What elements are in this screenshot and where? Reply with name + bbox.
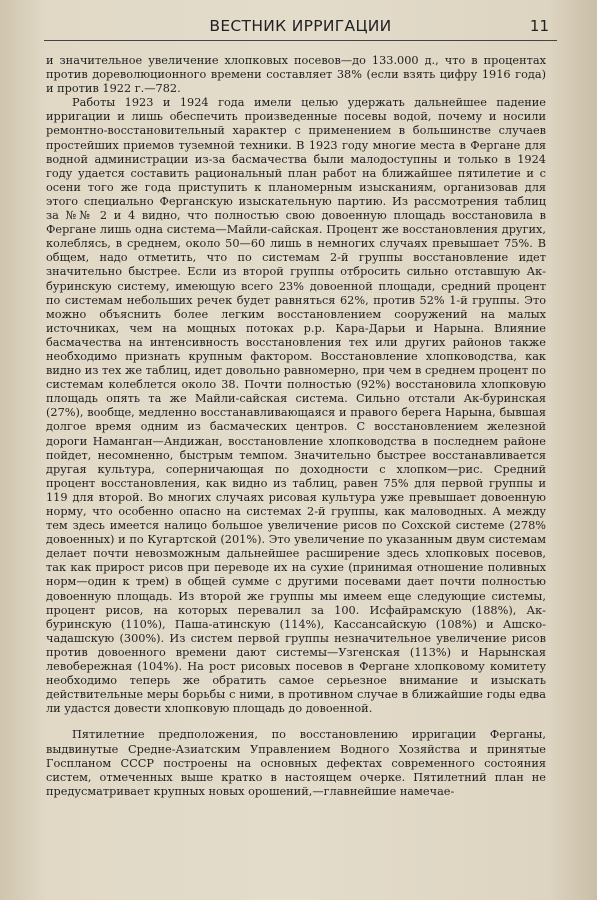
running-header xyxy=(44,14,557,41)
journal-title: ВЕСТНИК ИРРИГАЦИИ xyxy=(209,17,392,35)
paragraph-continuation: и значительное увеличение хлопковых посевов—до 133.000 д., что в процентах против дореволюционного времени составляет 38% (если взять цифру 1916 года) и против 1922 г.—782. xyxy=(46,54,546,96)
article-body xyxy=(46,54,546,799)
paragraph-works-1923-1924: Работы 1923 и 1924 года имели целью удержать дальнейшее падение ирригации и лишь обеспечить произведенные посевы водой, почему и носили ремонтно-восстановительный характер с применением в большинстве случаев простейших приемов туземной техники. В 1923 году многие места в Фергане для водной администрации из-за басмачества были малодоступны и только в 1924 году удается составить рациональный план работ на ближайшее пятилетие и с осени того же года приступить к планомерным изысканиям, организовав для этого специально Ферганскую изыскательную партию. Из рассмотрения таблиц за №№ 2 и 4 видно, что полностью свою довоенную площадь восстановила в Фергане лишь одна система—Майли-сайская. Процент же восстановления других, колеблясь, в среднем, около 50—60 лишь в немногих случаях превышает 75%. В общем, надо отметить, что по системам 2-й группы восстановление идет значительно быстрее. Если из второй группы отбросить сильно отставшую Ак-буринскую систему, имеющую всего 23% довоенной площади, средний процент по системам небольших речек будет равняться 62%, против 52% 1-й группы. Это можно объяснить более легким восстановлением сооружений на малых источниках, чем на мощных потоках р.р. Кара-Дарьи и Нарына. Влияние басмачества на интенсивность восстановления тех или других районов также необходимо признать крупным фактором. Восстановление хлопководства, как видно из тех же таблиц, идет довольно равномерно, при чем в среднем процент по системам колеблется около 38. Почти полностью (92%) восстановила хлопковую площадь опять та же Майли-сайская система. Сильно отстали Ак-буринская (27%), вообще, медленно восстанавливающаяся и правого берега Нарына, бывшая долгое время одним из басмаческих центров. С восстановлением железной дороги Наманган—Андижан, восстановление хлопководства в последнем районе пойдет, несомненно, быстрым темпом. Значительно быстрее восстанавливается другая культура, соперничающая по доходности с хлопком—рис. Средний процент восстановления, как видно из таблиц, равен 75% для первой группы и 119 для второй. Во многих случаях рисовая культура уже превышает довоенную норму, что особенно опасно на системах 2-й группы, как маловодных. А между тем здесь имеется налицо большое увеличение рисов по Сохской системе (278% довоенных) и по Кугартской (201%). Это увеличение по указанным двум системам делает почти невозможным дальнейшее расширение здесь хлопковых посевов, так как прирост рисов при переводе их на сухие (принимая отношение поливных норм—один к трем) в общей сумме с другими посевами дает почти полностью довоенную площадь. Из второй же группы мы имеем еще следующие системы, процент рисов, на которых перевалил за 100. Исфайрамскую (188%), Ак-буринскую (110%), Паша-атинскую (114%), Кассансайскую (108%) и Ашско-чадашскую (300%). Из систем первой группы незначительное увеличение рисов против довоенного времени дают системы—Узгенская (113%) и Нарынская левобережная (104%). На рост рисовых посевов в Фергане хлопковому комитету необходимо теперь же обратить самое серьезное внимание и изыскать действительные меры борьбы с ними, в противном случае в ближайшие годы едва ли удастся довести хлопковую площадь до довоенной. xyxy=(46,96,546,716)
paragraph-five-year-plan: Пятилетние предположения, по восстановлению ирригации Ферганы, выдвинутые Средне-Азиатским Управлением Водного Хозяйства и принятые Госпланом СССР построены на основных дефектах современного состояния систем, отмеченных выше кратко в настоящем очерке. Пятилетний план не предусматривает крупных новых орошений,—главнейшие намечае- xyxy=(46,728,546,798)
page-number: 11 xyxy=(529,17,549,35)
